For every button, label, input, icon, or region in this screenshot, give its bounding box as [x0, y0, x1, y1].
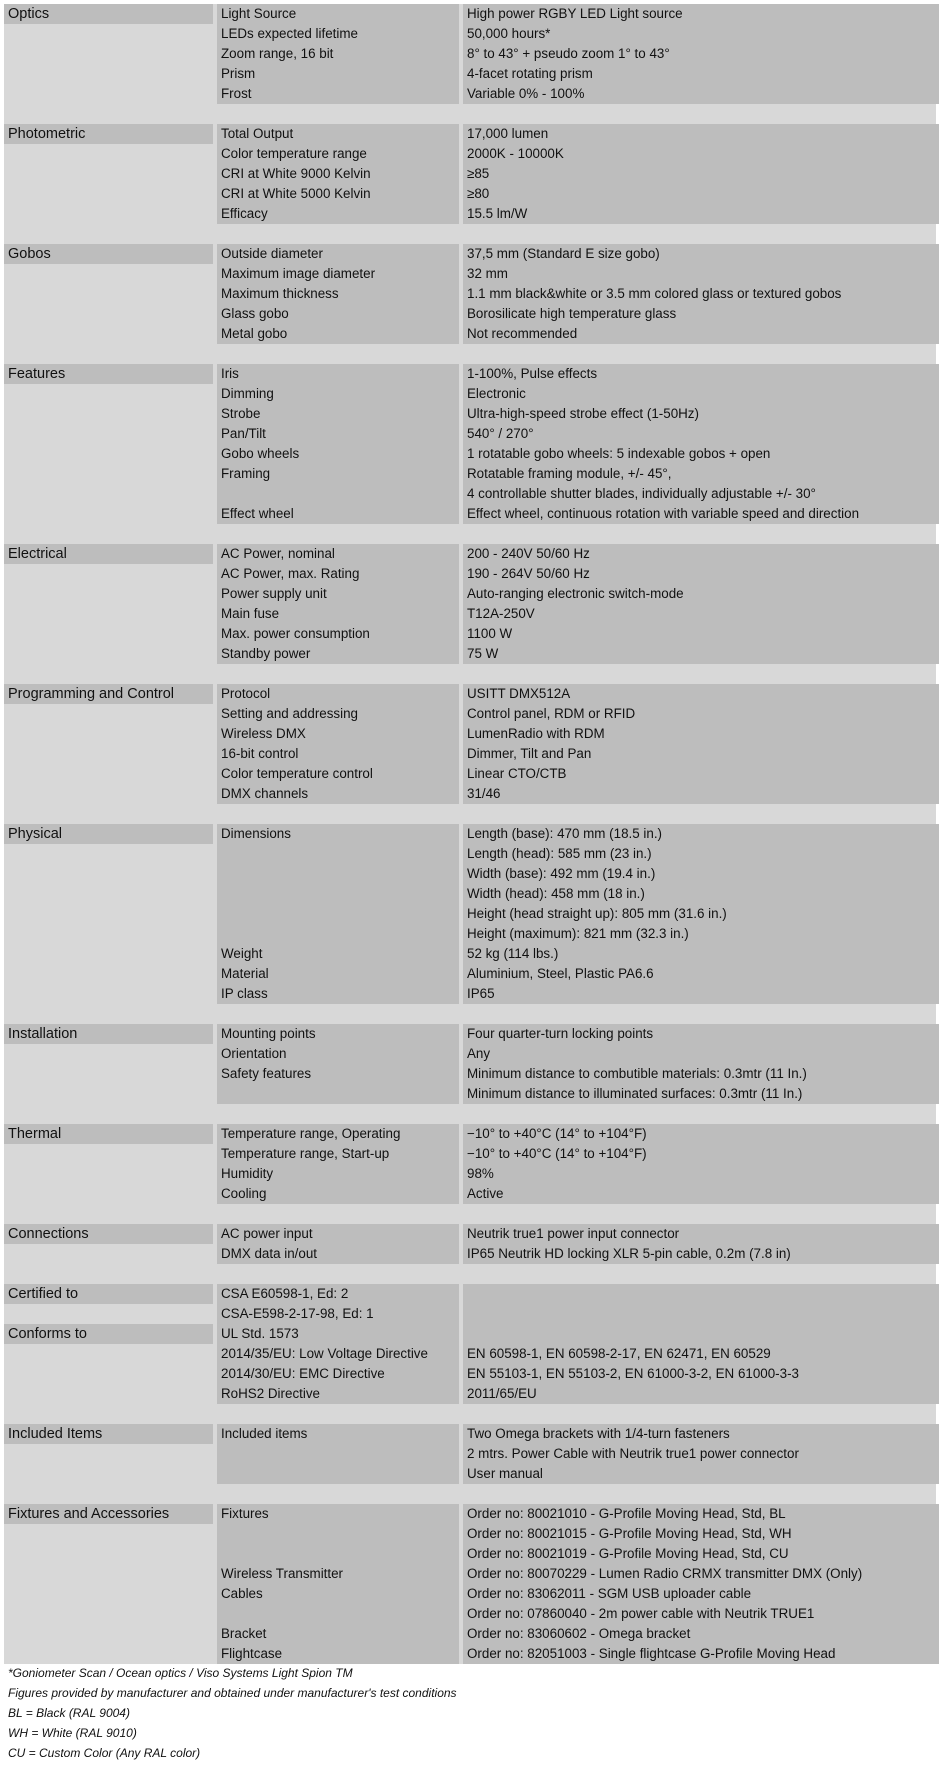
category-column: [4, 1224, 213, 1264]
property-label: DMX data in/out: [221, 1246, 318, 1261]
property-value: 98%: [467, 1166, 494, 1181]
property-value: Order no: 80070229 - Lumen Radio CRMX transmitter DMX (Only): [467, 1566, 863, 1581]
property-value: T12A-250V: [467, 606, 535, 621]
property-value: 15.5 lm/W: [467, 206, 528, 221]
property-label: Color temperature control: [221, 766, 373, 781]
property-value: [463, 1284, 939, 1304]
property-value: Borosilicate high temperature glass: [467, 306, 677, 321]
property-label: [217, 884, 459, 904]
category-title: Included Items: [4, 1424, 213, 1444]
property-value: ≥80: [467, 186, 490, 201]
property-label: Prism: [221, 66, 256, 81]
property-value: EN 60598-1, EN 60598-2-17, EN 62471, EN 60529: [467, 1346, 771, 1361]
property-label: Wireless Transmitter: [221, 1566, 344, 1581]
property-value: 17,000 lumen: [467, 126, 549, 141]
category-title: Optics: [4, 4, 213, 24]
value-column: [463, 124, 939, 224]
section-divider: [4, 804, 936, 824]
category-column: [4, 1284, 213, 1404]
section-physical: [4, 824, 936, 1004]
property-value: Height (maximum): 821 mm (32.3 in.): [467, 926, 689, 941]
property-column: [217, 124, 459, 224]
section-divider: [4, 104, 936, 124]
property-label: Dimensions: [221, 826, 291, 841]
property-value: Four quarter-turn locking points: [467, 1026, 654, 1041]
property-column: [217, 824, 459, 1004]
property-column: [217, 1124, 459, 1204]
property-label: Included items: [221, 1426, 308, 1441]
value-column: [463, 1024, 939, 1104]
category-title: Connections: [4, 1224, 213, 1244]
property-label: AC Power, max. Rating: [221, 566, 360, 581]
section-divider: [4, 1004, 936, 1024]
property-value: 32 mm: [467, 266, 508, 281]
property-label: Mounting points: [221, 1026, 316, 1041]
property-label: Safety features: [221, 1066, 312, 1081]
property-label: Humidity: [221, 1166, 274, 1181]
property-label: Material: [221, 966, 269, 981]
section-electrical: [4, 544, 936, 664]
category-title: Conforms to: [4, 1324, 213, 1344]
property-value: Any: [467, 1046, 491, 1061]
property-label: CSA E60598-1, Ed: 2: [221, 1286, 349, 1301]
property-value: −10° to +40°C (14° to +104°F): [467, 1146, 647, 1161]
property-value: 50,000 hours*: [467, 26, 551, 41]
property-value: IP65 Neutrik HD locking XLR 5-pin cable, 0.2m (7.8 in): [467, 1246, 791, 1261]
footnote: BL = Black (RAL 9004): [8, 1706, 130, 1720]
property-label: Cooling: [221, 1186, 267, 1201]
property-label: Total Output: [221, 126, 294, 141]
section-thermal: [4, 1124, 936, 1204]
section-certified-to: [4, 1284, 936, 1404]
category-column: [4, 1124, 213, 1204]
category-title: Physical: [4, 824, 213, 844]
property-value: 52 kg (114 lbs.): [467, 946, 559, 961]
property-value: Order no: 82051003 - Single flightcase G-Profile Moving Head: [467, 1646, 836, 1661]
property-label: Bracket: [221, 1626, 267, 1641]
property-value: 1100 W: [467, 626, 513, 641]
spec-table: [4, 4, 936, 1664]
category-column: [4, 244, 213, 344]
property-value: 540° / 270°: [467, 426, 534, 441]
footnote: *Goniometer Scan / Ocean optics / Viso Systems Light Spion TM: [8, 1666, 353, 1680]
footnote: CU = Custom Color (Any RAL color): [8, 1746, 201, 1760]
property-label: Wireless DMX: [221, 726, 306, 741]
property-value: IP65: [467, 986, 495, 1001]
section-divider: [4, 664, 936, 684]
value-column: [463, 544, 939, 664]
footnote: Figures provided by manufacturer and obtained under manufacturer's test conditions: [8, 1686, 457, 1700]
category-column: [4, 1504, 213, 1664]
property-value: Minimum distance to illuminated surfaces: 0.3mtr (11 In.): [467, 1086, 803, 1101]
property-label: Zoom range, 16 bit: [221, 46, 334, 61]
property-value: Length (base): 470 mm (18.5 in.): [467, 826, 663, 841]
section-divider: [4, 524, 936, 544]
property-value: Ultra-high-speed strobe effect (1-50Hz): [467, 406, 699, 421]
property-label: Maximum thickness: [221, 286, 339, 301]
property-value: Active: [467, 1186, 504, 1201]
property-value: Not recommended: [467, 326, 578, 341]
property-value: Rotatable framing module, +/- 45°,: [467, 466, 672, 481]
property-label: [217, 904, 459, 924]
property-label: 2014/35/EU: Low Voltage Directive: [221, 1346, 428, 1361]
property-column: [217, 244, 459, 344]
property-label: Gobo wheels: [221, 446, 300, 461]
property-label: Strobe: [221, 406, 261, 421]
property-value: Dimmer, Tilt and Pan: [467, 746, 592, 761]
property-label: Glass gobo: [221, 306, 289, 321]
property-value: User manual: [467, 1466, 543, 1481]
property-label: Protocol: [221, 686, 271, 701]
property-value: ≥85: [467, 166, 490, 181]
property-label: Iris: [221, 366, 239, 381]
property-value: Neutrik true1 power input connector: [467, 1226, 680, 1241]
property-label: Pan/Tilt: [221, 426, 266, 441]
property-label: Maximum image diameter: [221, 266, 376, 281]
category-title: Certified to: [4, 1284, 213, 1304]
property-value: Order no: 83062011 - SGM USB uploader cable: [467, 1586, 752, 1601]
property-value: Variable 0% - 100%: [467, 86, 585, 101]
property-label: [217, 844, 459, 864]
section-divider: [4, 1204, 936, 1224]
property-label: Temperature range, Operating: [221, 1126, 401, 1141]
section-optics: [4, 4, 936, 104]
value-column: [463, 824, 939, 1004]
property-value: 1.1 mm black&white or 3.5 mm colored glass or textured gobos: [467, 286, 842, 301]
property-value: 1-100%, Pulse effects: [467, 366, 598, 381]
property-label: Outside diameter: [221, 246, 323, 261]
property-label: Frost: [221, 86, 252, 101]
property-value: 8° to 43° + pseudo zoom 1° to 43°: [467, 46, 670, 61]
property-label: [217, 864, 459, 884]
property-column: [217, 4, 459, 104]
property-value: Order no: 80021019 - G-Profile Moving Head, Std, CU: [467, 1546, 789, 1561]
property-label: UL Std. 1573: [221, 1326, 299, 1341]
property-value: Control panel, RDM or RFID: [467, 706, 636, 721]
property-label: Standby power: [221, 646, 311, 661]
property-label: [217, 1524, 459, 1544]
value-column: [463, 1504, 939, 1664]
property-label: LEDs expected lifetime: [221, 26, 358, 41]
property-value: Auto-ranging electronic switch-mode: [467, 586, 684, 601]
property-label: 2014/30/EU: EMC Directive: [221, 1366, 385, 1381]
property-label: Light Source: [221, 6, 297, 21]
property-value: Width (base): 492 mm (19.4 in.): [467, 866, 656, 881]
property-column: [217, 684, 459, 804]
property-label: [217, 484, 459, 504]
property-label: [217, 1444, 459, 1464]
property-label: Setting and addressing: [221, 706, 358, 721]
property-label: DMX channels: [221, 786, 309, 801]
category-title: Installation: [4, 1024, 213, 1044]
section-fixtures-and-accessories: [4, 1504, 936, 1664]
value-column: [463, 364, 939, 524]
value-column: [463, 1424, 939, 1484]
property-label: [217, 1464, 459, 1484]
property-column: [217, 544, 459, 664]
property-value: Order no: 83060602 - Omega bracket: [467, 1626, 691, 1641]
section-included-items: [4, 1424, 936, 1484]
property-label: Weight: [221, 946, 263, 961]
property-label: AC Power, nominal: [221, 546, 335, 561]
category-title: Programming and Control: [4, 684, 213, 704]
property-value: 2000K - 10000K: [467, 146, 564, 161]
property-column: [217, 364, 459, 524]
value-column: [463, 1124, 939, 1204]
category-column: [4, 124, 213, 224]
property-value: Length (head): 585 mm (23 in.): [467, 846, 652, 861]
footnotes: [8, 1663, 928, 1763]
category-column: [4, 364, 213, 524]
property-value: High power RGBY LED Light source: [467, 6, 683, 21]
property-label: Metal gobo: [221, 326, 288, 341]
value-column: [463, 4, 939, 104]
category-column: [4, 544, 213, 664]
value-column: [463, 244, 939, 344]
property-label: Framing: [221, 466, 271, 481]
property-label: Efficacy: [221, 206, 268, 221]
property-value: Order no: 80021015 - G-Profile Moving Head, Std, WH: [467, 1526, 792, 1541]
property-value: 2 mtrs. Power Cable with Neutrik true1 power connector: [467, 1446, 799, 1461]
property-column: [217, 1424, 459, 1484]
property-label: Effect wheel: [221, 506, 294, 521]
property-value: EN 55103-1, EN 55103-2, EN 61000-3-2, EN 61000-3-3: [467, 1366, 799, 1381]
property-label: [217, 1544, 459, 1564]
category-title: Features: [4, 364, 213, 384]
category-title: Thermal: [4, 1124, 213, 1144]
property-column: [217, 1224, 459, 1264]
footnote: WH = White (RAL 9010): [8, 1726, 137, 1740]
property-label: Power supply unit: [221, 586, 327, 601]
property-value: Order no: 80021010 - G-Profile Moving Head, Std, BL: [467, 1506, 786, 1521]
section-connections: [4, 1224, 936, 1264]
category-title: Photometric: [4, 124, 213, 144]
section-divider: [4, 1264, 936, 1284]
value-column: [463, 1224, 939, 1264]
property-label: Main fuse: [221, 606, 280, 621]
property-value: Minimum distance to combutible materials: 0.3mtr (11 In.): [467, 1066, 807, 1081]
value-column: [463, 684, 939, 804]
property-label: Max. power consumption: [221, 626, 370, 641]
category-column: [4, 824, 213, 1004]
property-label: [217, 924, 459, 944]
property-label: 16-bit control: [221, 746, 299, 761]
property-value: Effect wheel, continuous rotation with variable speed and direction: [467, 506, 860, 521]
property-column: [217, 1024, 459, 1104]
property-value: Height (head straight up): 805 mm (31.6 in.): [467, 906, 727, 921]
property-label: Fixtures: [221, 1506, 269, 1521]
property-label: IP class: [221, 986, 268, 1001]
section-divider: [4, 224, 936, 244]
category-title: Gobos: [4, 244, 213, 264]
property-label: Orientation: [221, 1046, 287, 1061]
property-label: Flightcase: [221, 1646, 283, 1661]
category-column: [4, 1424, 213, 1484]
category-column: [4, 1024, 213, 1104]
category-title: Fixtures and Accessories: [4, 1504, 213, 1524]
property-label: [217, 1604, 459, 1624]
property-value: [463, 1304, 939, 1324]
property-label: Color temperature range: [221, 146, 367, 161]
property-label: CRI at White 5000 Kelvin: [221, 186, 371, 201]
property-value: 1 rotatable gobo wheels: 5 indexable gobos + open: [467, 446, 771, 461]
property-label: CSA-E598-2-17-98, Ed: 1: [221, 1306, 374, 1321]
property-value: 4 controllable shutter blades, individually adjustable +/- 30°: [467, 486, 816, 501]
property-label: RoHS2 Directive: [221, 1386, 320, 1401]
property-label: [217, 1084, 459, 1104]
section-gobos: [4, 244, 936, 344]
section-divider: [4, 1484, 936, 1504]
category-column: [4, 4, 213, 104]
property-column: [217, 1504, 459, 1664]
category-column: [4, 684, 213, 804]
property-value: −10° to +40°C (14° to +104°F): [467, 1126, 647, 1141]
property-column: [217, 1284, 459, 1404]
property-label: Dimming: [221, 386, 274, 401]
property-value: Electronic: [467, 386, 526, 401]
property-value: 31/46: [467, 786, 501, 801]
property-value: Width (head): 458 mm (18 in.): [467, 886, 645, 901]
property-value: 37,5 mm (Standard E size gobo): [467, 246, 660, 261]
property-value: LumenRadio with RDM: [467, 726, 605, 741]
property-value: Linear CTO/CTB: [467, 766, 567, 781]
property-value: Two Omega brackets with 1/4-turn fasteners: [467, 1426, 730, 1441]
property-label: Temperature range, Start-up: [221, 1146, 390, 1161]
property-value: 200 - 240V 50/60 Hz: [467, 546, 590, 561]
section-divider: [4, 344, 936, 364]
property-label: CRI at White 9000 Kelvin: [221, 166, 371, 181]
section-divider: [4, 1104, 936, 1124]
property-value: USITT DMX512A: [467, 686, 571, 701]
property-label: AC power input: [221, 1226, 313, 1241]
property-value: 190 - 264V 50/60 Hz: [467, 566, 590, 581]
category-title: Electrical: [4, 544, 213, 564]
property-value: 4-facet rotating prism: [467, 66, 593, 81]
property-value: 75 W: [467, 646, 499, 661]
section-divider: [4, 1404, 936, 1424]
property-value: 2011/65/EU: [467, 1386, 537, 1401]
property-value: [463, 1324, 939, 1344]
section-installation: [4, 1024, 936, 1104]
value-column: [463, 1284, 939, 1404]
property-value: Order no: 07860040 - 2m power cable with Neutrik TRUE1: [467, 1606, 815, 1621]
property-value: Aluminium, Steel, Plastic PA6.6: [467, 966, 654, 981]
property-label: Cables: [221, 1586, 263, 1601]
section-programming-and-control: [4, 684, 936, 804]
section-photometric: [4, 124, 936, 224]
section-features: [4, 364, 936, 524]
